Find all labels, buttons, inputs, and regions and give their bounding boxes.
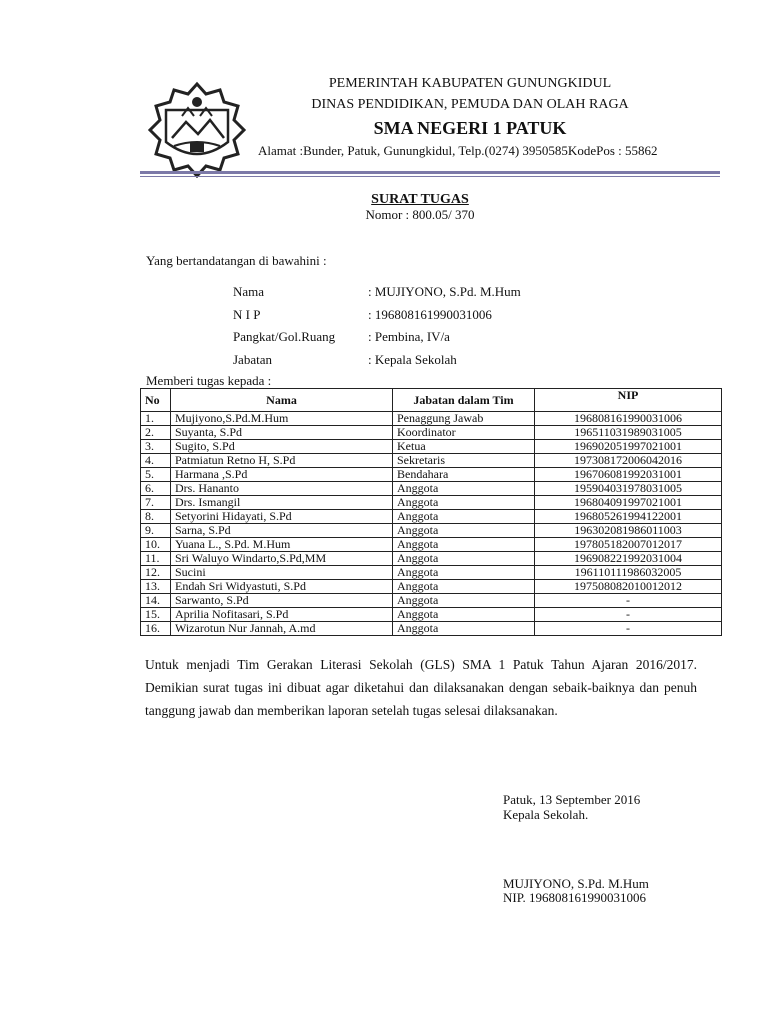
table-row — [141, 552, 722, 566]
field-value-pangkat: : Pembina, IV/a — [368, 329, 450, 344]
team-members-table — [140, 388, 722, 636]
row-nama: Drs. Ismangil — [171, 496, 393, 510]
row-jabatan: Anggota — [393, 538, 535, 552]
row-jabatan: Anggota — [393, 566, 535, 580]
table-row — [141, 426, 722, 440]
row-no: 13. — [141, 580, 171, 594]
signature-position: Kepala Sekolah. — [503, 807, 589, 822]
row-nip: 197308172006042016 — [535, 454, 722, 468]
row-nip: 196908221992031004 — [535, 552, 722, 566]
header-address: Alamat :Bunder, Patuk, Gunungkidul, Telp.(0274) 3950585KodePos : 55862 — [258, 143, 658, 158]
signature-place-date: Patuk, 13 September 2016 — [503, 792, 641, 807]
row-nama: Aprilia Nofitasari, S.Pd — [171, 608, 393, 622]
header-nip: NIP — [535, 389, 722, 412]
field-label-pangkat: Pangkat/Gol.Ruang — [233, 329, 336, 344]
header-school-name: SMA NEGERI 1 PATUK — [373, 118, 567, 138]
row-jabatan: Anggota — [393, 594, 535, 608]
row-no: 10. — [141, 538, 171, 552]
row-nip: 197805182007012017 — [535, 538, 722, 552]
row-nip: 196808161990031006 — [535, 412, 722, 426]
row-nip: 195904031978031005 — [535, 482, 722, 496]
row-jabatan: Anggota — [393, 524, 535, 538]
field-label-jabatan: Jabatan — [233, 352, 272, 367]
row-nama: Mujiyono,S.Pd.M.Hum — [171, 412, 393, 426]
closing-paragraph: Untuk menjadi Tim Gerakan Literasi Sekolah (GLS) SMA 1 Patuk Tahun Ajaran 2016/2017. Demikian surat tugas ini dibuat agar diketahui dan dilaksanakan dengan sebaik-baiknya dan penuh tanggung jawab dan memberikan laporan setelah tugas selesai dilaksanakan. — [145, 657, 697, 718]
row-nama: Sucini — [171, 566, 393, 580]
row-nip: 196805261994122001 — [535, 510, 722, 524]
table-row — [141, 580, 722, 594]
row-nama: Sugito, S.Pd — [171, 440, 393, 454]
row-nip: - — [535, 608, 722, 622]
row-jabatan: Anggota — [393, 496, 535, 510]
table-row — [141, 454, 722, 468]
table-row — [141, 440, 722, 454]
table-row — [141, 510, 722, 524]
row-jabatan: Anggota — [393, 552, 535, 566]
letter-title: SURAT TUGAS — [371, 192, 469, 207]
table-row — [141, 594, 722, 608]
row-no: 8. — [141, 510, 171, 524]
row-no: 16. — [141, 622, 171, 636]
header-nama: Nama — [171, 389, 393, 412]
letter-number: Nomor : 800.05/ 370 — [365, 207, 475, 222]
row-nip: 197508082010012012 — [535, 580, 722, 594]
row-no: 14. — [141, 594, 171, 608]
header-no: No — [141, 389, 171, 412]
row-jabatan: Penaggung Jawab — [393, 412, 535, 426]
row-jabatan: Anggota — [393, 510, 535, 524]
row-no: 12. — [141, 566, 171, 580]
row-nip: 196902051997021001 — [535, 440, 722, 454]
row-jabatan: Bendahara — [393, 468, 535, 482]
row-no: 3. — [141, 440, 171, 454]
row-jabatan: Anggota — [393, 580, 535, 594]
row-no: 7. — [141, 496, 171, 510]
row-jabatan: Sekretaris — [393, 454, 535, 468]
row-no: 15. — [141, 608, 171, 622]
letterhead-divider-thin — [140, 176, 720, 177]
field-label-nip: N I P — [233, 307, 261, 322]
row-no: 11. — [141, 552, 171, 566]
row-nama: Yuana L., S.Pd. M.Hum — [171, 538, 393, 552]
table-header-row — [141, 389, 722, 412]
table-row — [141, 608, 722, 622]
row-jabatan: Ketua — [393, 440, 535, 454]
row-no: 4. — [141, 454, 171, 468]
field-value-nama: : MUJIYONO, S.Pd. M.Hum — [368, 284, 521, 299]
row-nip: 196302081986011003 — [535, 524, 722, 538]
row-nama: Sarwanto, S.Pd — [171, 594, 393, 608]
row-nama: Setyorini Hidayati, S.Pd — [171, 510, 393, 524]
row-nip: - — [535, 594, 722, 608]
row-jabatan: Anggota — [393, 608, 535, 622]
row-jabatan: Anggota — [393, 482, 535, 496]
row-no: 1. — [141, 412, 171, 426]
field-label-nama: Nama — [233, 284, 265, 299]
row-nama: Wizarotun Nur Jannah, A.md — [171, 622, 393, 636]
table-row — [141, 468, 722, 482]
table-row — [141, 524, 722, 538]
row-no: 5. — [141, 468, 171, 482]
field-value-nip: : 196808161990031006 — [368, 307, 492, 322]
row-jabatan: Koordinator — [393, 426, 535, 440]
header-government: PEMERINTAH KABUPATEN GUNUNGKIDUL — [328, 76, 612, 91]
row-nip: 196511031989031005 — [535, 426, 722, 440]
field-value-jabatan: : Kepala Sekolah — [368, 352, 457, 367]
row-nama: Suyanta, S.Pd — [171, 426, 393, 440]
signature-nip: NIP. 196808161990031006 — [503, 890, 647, 905]
header-department: DINAS PENDIDIKAN, PEMUDA DAN OLAH RAGA — [311, 97, 629, 112]
row-nama: Patmiatun Retno H, S.Pd — [171, 454, 393, 468]
row-nama: Drs. Hananto — [171, 482, 393, 496]
row-no: 9. — [141, 524, 171, 538]
header-jabatan: Jabatan dalam Tim — [393, 389, 535, 412]
row-no: 2. — [141, 426, 171, 440]
assignment-label: Memberi tugas kepada : — [146, 373, 272, 388]
row-nip: 196706081992031001 — [535, 468, 722, 482]
signature-name: MUJIYONO, S.Pd. M.Hum — [503, 876, 649, 891]
row-nip: 196110111986032005 — [535, 566, 722, 580]
table-row — [141, 538, 722, 552]
row-nama: Endah Sri Widyastuti, S.Pd — [171, 580, 393, 594]
row-jabatan: Anggota — [393, 622, 535, 636]
row-nama: Sri Waluyo Windarto,S.Pd,MM — [171, 552, 393, 566]
row-nip: 196804091997021001 — [535, 496, 722, 510]
table-row — [141, 482, 722, 496]
table-row — [141, 496, 722, 510]
intro-text: Yang bertandatangan di bawahini : — [146, 253, 327, 268]
row-nip: - — [535, 622, 722, 636]
row-nama: Sarna, S.Pd — [171, 524, 393, 538]
letterhead-divider — [140, 171, 720, 174]
row-no: 6. — [141, 482, 171, 496]
row-nama: Harmana ,S.Pd — [171, 468, 393, 482]
table-row — [141, 412, 722, 426]
table-row — [141, 566, 722, 580]
table-row — [141, 622, 722, 636]
